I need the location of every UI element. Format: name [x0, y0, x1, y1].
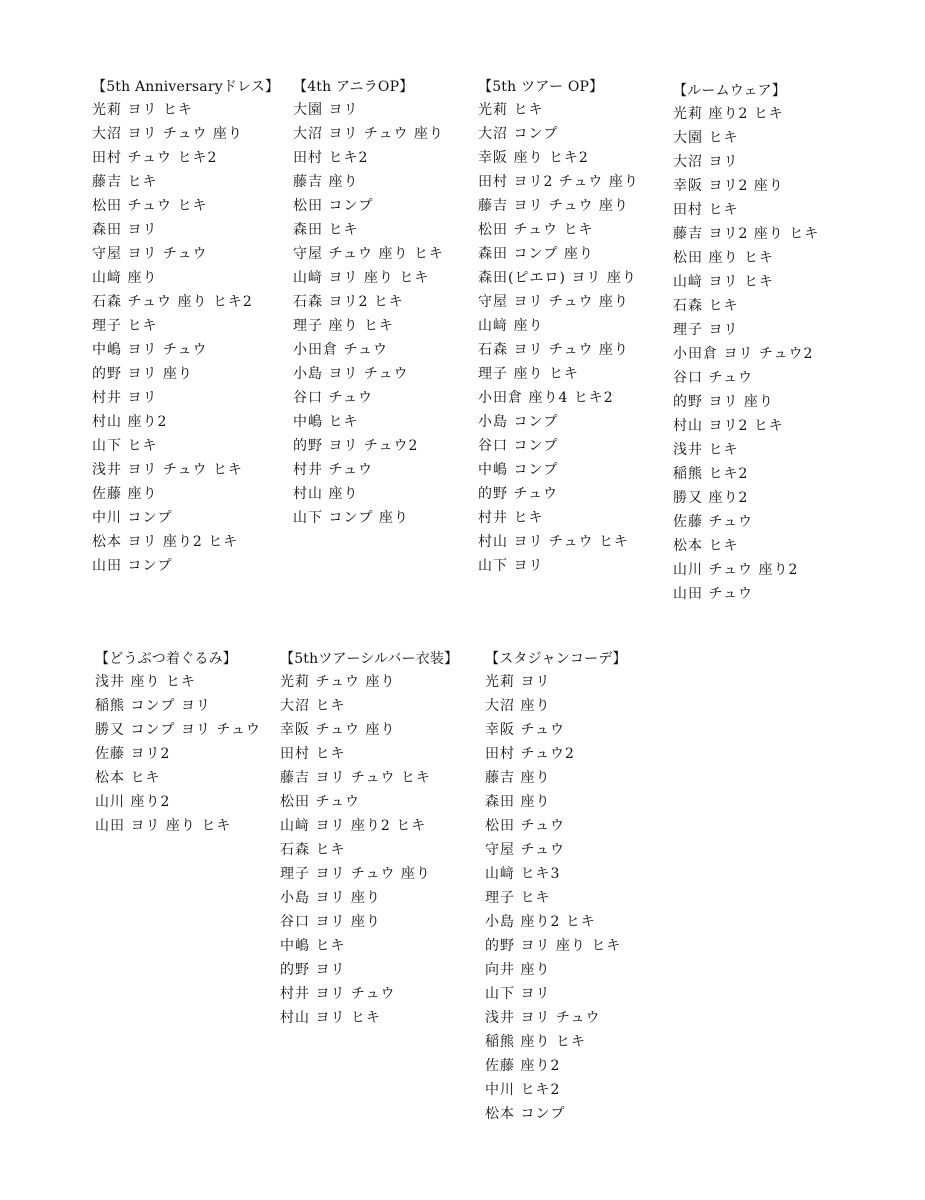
member-row: 田村 チュウ ヒキ2 [92, 150, 218, 166]
member-row: 理子 座り ヒキ [478, 366, 579, 382]
member-row: 森田 コンプ 座り [478, 246, 594, 262]
member-row: 小田倉 ヨリ チュウ2 [673, 346, 814, 362]
member-row: 小田倉 チュウ [293, 342, 389, 358]
member-row: 松本 コンプ [485, 1106, 566, 1122]
member-row: 藤吉 ヒキ [92, 174, 158, 190]
member-row: 石森 ヨリ2 ヒキ [293, 294, 404, 310]
member-row: 理子 ヨリ [673, 322, 739, 338]
section-4th-anira-op [293, 78, 483, 530]
section-list [92, 98, 282, 578]
member-row: 藤吉 座り [485, 770, 551, 786]
member-row: 小島 コンプ [478, 414, 559, 430]
section-5th-anniversary-dress [92, 78, 282, 578]
member-row: 的野 ヨリ チュウ2 [293, 438, 419, 454]
member-row: 佐藤 座り [92, 486, 158, 502]
section-list [293, 98, 483, 530]
member-row: 山田 コンプ [92, 558, 173, 574]
member-row: 山田 チュウ [673, 586, 754, 602]
section-title: 【5thツアーシルバー衣装】 [280, 651, 459, 667]
member-row: 山川 チュウ 座り2 [673, 562, 799, 578]
member-row: 光莉 座り2 ヒキ [673, 106, 784, 122]
member-row: 向井 座り [485, 962, 551, 978]
member-row: 稲熊 コンプ ヨリ [95, 698, 211, 714]
member-row: 村山 ヨリ2 ヒキ [673, 418, 784, 434]
member-row: 松本 ヒキ [673, 538, 739, 554]
member-row: 大沼 コンプ [478, 126, 559, 142]
member-row: 守屋 チュウ [485, 842, 566, 858]
member-row: 村山 座り [293, 486, 359, 502]
member-row: 森田 座り [485, 794, 551, 810]
member-row: 藤吉 ヨリ チュウ 座り [478, 198, 629, 214]
section-5th-tour-silver-costume [280, 650, 470, 1030]
member-row: 谷口 チュウ [673, 370, 754, 386]
member-row: 山﨑 ヒキ3 [485, 866, 561, 882]
member-row: 理子 ヒキ [92, 318, 158, 334]
section-list [280, 670, 470, 1030]
member-row: 守屋 ヨリ チュウ [92, 246, 208, 262]
member-row: 村井 ヒキ [478, 510, 544, 526]
member-row: 村山 座り2 [92, 414, 168, 430]
section-title: 【ルームウェア】 [673, 83, 787, 99]
member-row: 中嶋 ヒキ [293, 414, 359, 430]
section-title: 【5th ツアー OP】 [478, 79, 604, 95]
member-row: 谷口 コンプ [478, 438, 559, 454]
member-row: 浅井 座り ヒキ [95, 674, 196, 690]
member-row: 山﨑 座り [478, 318, 544, 334]
member-row: 中嶋 ヨリ チュウ [92, 342, 208, 358]
member-row: 森田 ヒキ [293, 222, 359, 238]
member-row: 松本 ヒキ [95, 770, 161, 786]
member-row: 村山 ヨリ ヒキ [280, 1010, 381, 1026]
member-row: 松田 チュウ [280, 794, 361, 810]
member-row: 中嶋 ヒキ [280, 938, 346, 954]
member-row: 山﨑 座り [92, 270, 158, 286]
member-row: 松田 座り ヒキ [673, 250, 774, 266]
member-row: 松本 ヨリ 座り2 ヒキ [92, 534, 239, 550]
member-row: 山下 コンプ 座り [293, 510, 409, 526]
member-row: 浅井 ヨリ チュウ ヒキ [92, 462, 243, 478]
member-row: 松田 チュウ ヒキ [478, 222, 594, 238]
member-row: 光莉 ヨリ ヒキ [92, 102, 193, 118]
member-row: 田村 ヨリ2 チュウ 座り [478, 174, 639, 190]
member-row: 大沼 ヨリ [673, 154, 739, 170]
member-row: 小島 ヨリ チュウ [293, 366, 409, 382]
member-row: 佐藤 チュウ [673, 514, 754, 530]
section-title: 【どうぶつ着ぐるみ】 [95, 651, 237, 667]
section-list [673, 102, 863, 606]
member-row: 的野 ヨリ 座り ヒキ [485, 938, 622, 954]
member-row: 松田 チュウ ヒキ [92, 198, 208, 214]
member-row: 浅井 ヒキ [673, 442, 739, 458]
member-row: 大園 ヒキ [673, 130, 739, 146]
member-row: 田村 ヒキ [673, 202, 739, 218]
member-row: 理子 座り ヒキ [293, 318, 394, 334]
member-row: 的野 ヨリ [280, 962, 346, 978]
member-row: 勝又 座り2 [673, 490, 749, 506]
member-row: 森田 ヨリ [92, 222, 158, 238]
member-row: 石森 ヒキ [280, 842, 346, 858]
member-row: 山下 ヨリ [478, 558, 544, 574]
section-title: 【スタジャンコーデ】 [485, 651, 627, 667]
member-row: 山川 座り2 [95, 794, 171, 810]
member-row: 幸阪 チュウ 座り [280, 722, 396, 738]
member-row: 松田 チュウ [485, 818, 566, 834]
member-row: 松田 コンプ [293, 198, 374, 214]
section-roomwear [673, 82, 863, 606]
member-row: 理子 ヨリ チュウ 座り [280, 866, 431, 882]
member-row: 光莉 ヨリ [485, 674, 551, 690]
section-list [95, 670, 285, 838]
section-5th-tour-op [478, 78, 668, 578]
member-row: 山田 ヨリ 座り ヒキ [95, 818, 232, 834]
member-row: 稲熊 座り ヒキ [485, 1034, 586, 1050]
member-row: 山下 ヒキ [92, 438, 158, 454]
member-row: 稲熊 ヒキ2 [673, 466, 749, 482]
member-row: 中川 コンプ [92, 510, 173, 526]
member-row: 田村 ヒキ2 [293, 150, 369, 166]
member-row: 光莉 チュウ 座り [280, 674, 396, 690]
member-row: 山﨑 ヨリ 座り ヒキ [293, 270, 430, 286]
member-row: 佐藤 座り2 [485, 1058, 561, 1074]
member-row: 大沼 ヨリ チュウ 座り [92, 126, 243, 142]
member-row: 山﨑 ヨリ ヒキ [673, 274, 774, 290]
member-row: 中川 ヒキ2 [485, 1082, 561, 1098]
member-row: 光莉 ヒキ [478, 102, 544, 118]
member-row: 小島 ヨリ 座り [280, 890, 381, 906]
member-row: 守屋 ヨリ チュウ 座り [478, 294, 629, 310]
section-list [485, 670, 675, 1126]
member-row: 山﨑 ヨリ 座り2 ヒキ [280, 818, 427, 834]
member-row: 村井 チュウ [293, 462, 374, 478]
member-row: 幸阪 座り ヒキ2 [478, 150, 589, 166]
member-row: 的野 ヨリ 座り [673, 394, 774, 410]
member-row: 村井 ヨリ [92, 390, 158, 406]
member-row: 谷口 チュウ [293, 390, 374, 406]
member-row: 中嶋 コンプ [478, 462, 559, 478]
section-list [478, 98, 668, 578]
section-stadium-jacket-coordinate [485, 650, 675, 1126]
member-row: 的野 ヨリ 座り [92, 366, 193, 382]
member-row: 幸阪 ヨリ2 座り [673, 178, 784, 194]
section-title: 【4th アニラOP】 [293, 79, 414, 95]
member-row: 村山 ヨリ チュウ ヒキ [478, 534, 629, 550]
member-row: 小田倉 座り4 ヒキ2 [478, 390, 614, 406]
member-row: 大沼 座り [485, 698, 551, 714]
member-row: 大園 ヨリ [293, 102, 359, 118]
member-row: 谷口 ヨリ 座り [280, 914, 381, 930]
member-row: 山下 ヨリ [485, 986, 551, 1002]
member-row: 石森 ヨリ チュウ 座り [478, 342, 629, 358]
member-row: 村井 ヨリ チュウ [280, 986, 396, 1002]
section-title: 【5th Anniversaryドレス】 [92, 79, 280, 95]
member-row: 佐藤 ヨリ2 [95, 746, 171, 762]
member-row: 藤吉 座り [293, 174, 359, 190]
member-row: 守屋 チュウ 座り ヒキ [293, 246, 444, 262]
member-row: 幸阪 チュウ [485, 722, 566, 738]
member-row: 浅井 ヨリ チュウ [485, 1010, 601, 1026]
member-row: 藤吉 ヨリ チュウ ヒキ [280, 770, 431, 786]
member-row: 大沼 ヨリ チュウ 座り [293, 126, 444, 142]
member-row: 小島 座り2 ヒキ [485, 914, 596, 930]
section-animal-kigurumi [95, 650, 285, 838]
member-row: 勝又 コンプ ヨリ チュウ [95, 722, 261, 738]
member-row: 森田(ピエロ) ヨリ 座り [478, 270, 637, 286]
member-row: 大沼 ヒキ [280, 698, 346, 714]
member-row: 的野 チュウ [478, 486, 559, 502]
member-row: 理子 ヒキ [485, 890, 551, 906]
member-row: 藤吉 ヨリ2 座り ヒキ [673, 226, 820, 242]
member-row: 田村 ヒキ [280, 746, 346, 762]
member-row: 田村 チュウ2 [485, 746, 575, 762]
member-row: 石森 チュウ 座り ヒキ2 [92, 294, 253, 310]
member-row: 石森 ヒキ [673, 298, 739, 314]
